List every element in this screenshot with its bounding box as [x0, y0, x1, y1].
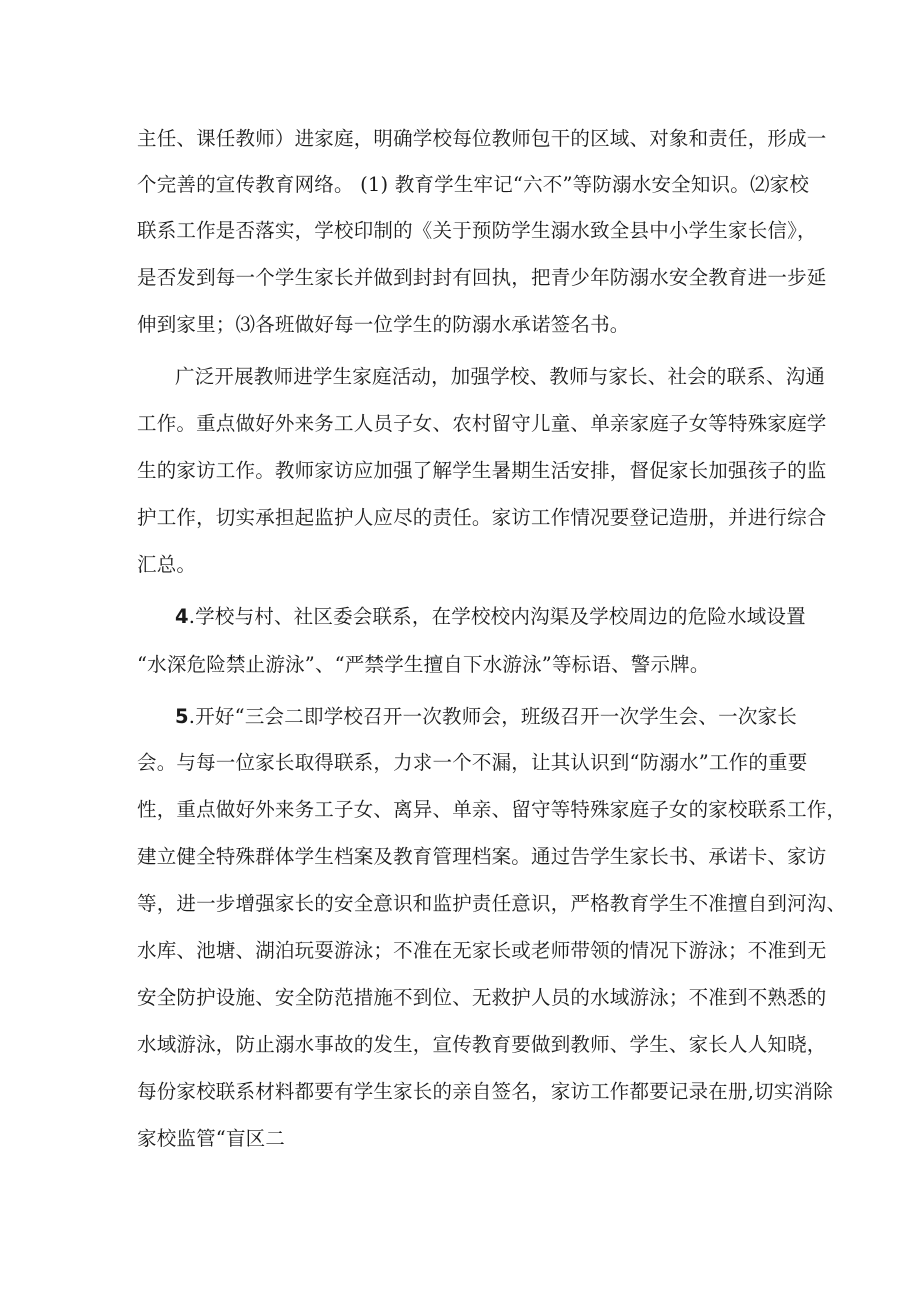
item-5-line-9: 每份家校联系材料都要有学生家长的亲自签名，家访工作都要记录在册,切实消除 [137, 1080, 833, 1103]
paragraph-1-line-4: 是否发到每一个学生家长并做到封封有回执，把青少年防溺水安全教育进一步延 [137, 266, 827, 289]
item-5-line-8: 水域游泳，防止溺水事故的发生，宣传教育要做到教师、学生、家长人人知晓， [137, 1033, 827, 1056]
paragraph-1-line-1: 主任、课任教师）进家庭，明确学校每位教师包干的区域、对象和责任，形成一 [137, 127, 827, 150]
paragraph-2-line-5: 汇总。 [137, 553, 197, 576]
paragraph-2-line-4: 护工作，切实承担起监护人应尽的责任。家访工作情况要登记造册，并进行综合 [137, 506, 827, 529]
paragraph-2-line-1: 广泛开展教师进学生家庭活动，加强学校、教师与家长、社会的联系、沟通 [175, 365, 826, 388]
paragraph-2-line-3: 生的家访工作。教师家访应加强了解学生暑期生活安排，督促家长加强孩子的监 [137, 459, 827, 482]
item-4-line-2: “水深危险禁止游泳”、“严禁学生擅自下水游泳”等标语、警示牌。 [137, 653, 710, 676]
item-5-text: .开好“三会二即学校召开一次教师会，班级召开一次学生会、一次家长 [188, 705, 797, 728]
item-5-line-1 [175, 702, 797, 732]
item-5-line-4: 建立健全特殊群体学生档案及教育管理档案。通过告学生家长书、承诺卡、家访 [137, 845, 827, 868]
item-4-text: .学校与村、社区委会联系，在学校校内沟渠及学校周边的危险水域设置 [188, 605, 806, 628]
paragraph-2-line-2: 工作。重点做好外来务工人员子女、农村留守儿童、单亲家庭子女等特殊家庭学 [137, 412, 827, 435]
item-5-line-2: 会。与每一位家长取得联系，力求一个不漏，让其认识到“防溺水”工作的重要 [137, 751, 808, 774]
item-number: 4 [175, 605, 189, 628]
paragraph-1-line-2: 个完善的宣传教育网络。 (1) 教育学生牢记“六不”等防溺水安全知识。⑵家校 [137, 173, 810, 196]
paragraph-1-line-3: 联系工作是否落实，学校印制的《关于预防学生溺水致全县中小学生家长信》， [137, 219, 817, 242]
item-5-line-6: 水库、池塘、湖泊玩耍游泳；不准在无家长或老师带领的情况下游泳；不准到无 [137, 939, 827, 962]
item-5-line-3: 性，重点做好外来务工子女、离异、单亲、留守等特殊家庭子女的家校联系工作， [137, 798, 847, 821]
item-5-line-7: 安全防护设施、安全防范措施不到位、无救护人员的水域游泳；不准到不熟悉的 [137, 986, 827, 1009]
paragraph-1-line-5: 伸到家里；⑶各班做好每一位学生的防溺水承诺签名书。 [137, 313, 630, 336]
item-4-line-1 [175, 602, 806, 632]
item-number: 5 [175, 705, 189, 728]
item-5-line-5: 等，进一步增强家长的安全意识和监护责任意识，严格教育学生不准擅自到河沟、 [137, 892, 847, 915]
item-5-line-10: 家校监管“盲区二 [137, 1127, 286, 1150]
